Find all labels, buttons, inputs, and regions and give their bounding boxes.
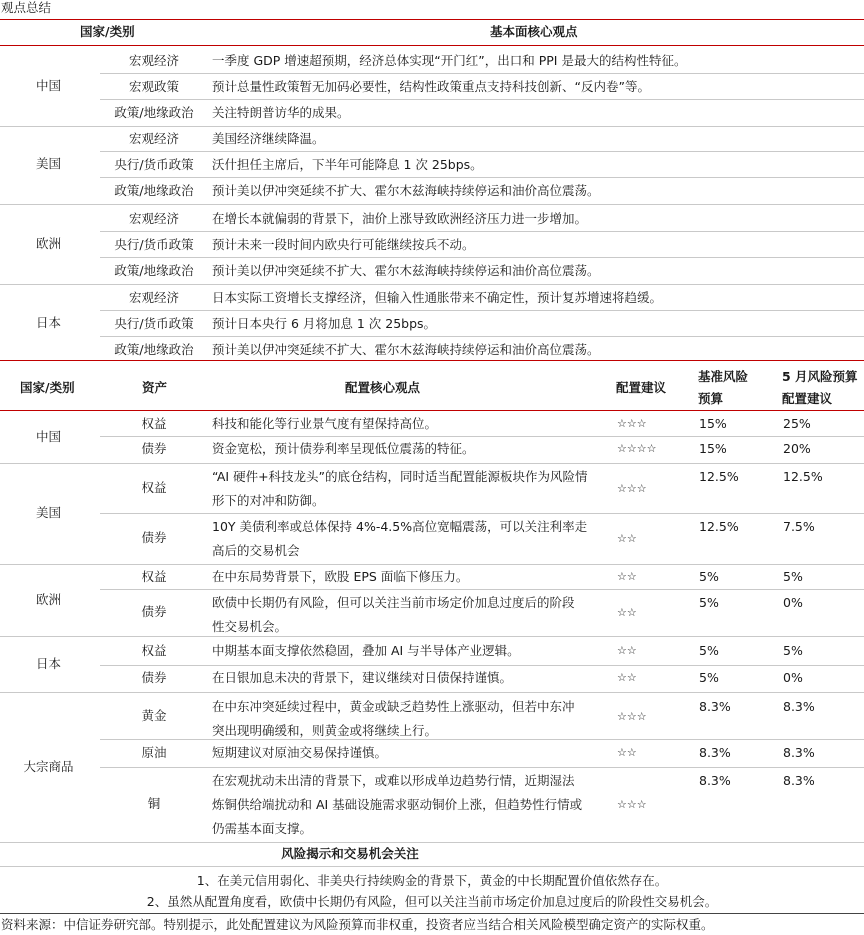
rule-risk-title [0,866,864,867]
alloc-header-budget-line2: 预算 [698,391,724,406]
allocation-view-line: 欧债中长期仍有风险，但可以关注当前市场定价加息过度后的阶段 [212,595,575,610]
fundamental-view: 预计日本央行 6 月将加息 1 次 25bps。 [212,316,437,331]
may-budget: 5% [783,643,803,658]
may-budget: 0% [783,670,803,685]
source-note: 资料来源：中信证券研究部。特别提示，此处配置建议为风险预算而非权重，投资者应当结合相关风险模型确定资产的实际权重。 [1,917,714,932]
group-divider [0,463,864,464]
row-divider [100,336,864,337]
table-caption: 观点总结 [1,0,52,15]
row-divider [100,73,864,74]
rating-stars: ☆☆☆ [617,482,647,495]
allocation-view-line: 在宏观扰动未出清的背景下，或难以形成单边趋势行情，近期湿法 [212,773,575,788]
fundamental-view: 一季度 GDP 增速超预期，经济总体实现“开门红”，出口和 PPI 是最大的结构性特征。 [212,53,687,68]
row-divider [100,99,864,100]
fund-header-view: 基本面核心观点 [490,24,578,39]
may-budget: 5% [783,569,803,584]
category-label: 政策/地缘政治 [114,263,194,278]
fundamental-view: 预计美以伊冲突延续不扩大、霍尔木兹海峡持续停运和油价高位震荡。 [212,342,600,357]
rule-alloc-header [0,410,864,411]
country-label: 中国 [35,429,61,444]
row-divider [100,589,864,590]
row-divider [100,177,864,178]
alloc-header-asset: 资产 [142,380,168,395]
risk-item-1: 1、在美元信用弱化、非美央行持续购金的背景下，黄金的中长期配置价值依然存在。 [196,873,668,888]
risk-budget: 5% [699,595,719,610]
alloc-header-may-line2: 配置建议 [782,391,833,406]
allocation-view-line: 资金宽松，预计债券利率呈现低位震荡的特征。 [212,441,475,456]
row-divider [100,739,864,740]
fundamental-view: 预计美以伊冲突延续不扩大、霍尔木兹海峡持续停运和油价高位震荡。 [212,263,600,278]
risk-budget: 12.5% [699,519,739,534]
may-budget: 20% [783,441,811,456]
fund-header-country: 国家/类别 [80,24,135,39]
category-label: 宏观经济 [128,131,179,146]
may-budget: 25% [783,416,811,431]
rating-stars: ☆☆☆ [617,417,647,430]
country-label: 大宗商品 [23,759,74,774]
asset-label: 权益 [141,569,167,584]
category-label: 宏观经济 [128,53,179,68]
fundamental-view: 预计未来一段时间内欧央行可能继续按兵不动。 [212,237,475,252]
rule-top [0,19,864,20]
risk-budget: 5% [699,569,719,584]
rule-alloc-top [0,360,864,361]
risk-budget: 5% [699,670,719,685]
country-label: 欧洲 [35,592,61,607]
allocation-view-line: 中期基本面支撑依然稳固，叠加 AI 与半导体产业逻辑。 [212,643,520,658]
allocation-view-line: 形下的对冲和防御。 [212,493,325,508]
category-label: 宏观经济 [128,211,179,226]
risk-budget: 8.3% [699,699,731,714]
allocation-view-line: 高后的交易机会 [212,543,300,558]
asset-label: 债券 [141,604,167,619]
country-label: 日本 [35,656,61,671]
asset-label: 权益 [141,416,167,431]
category-label: 宏观政策 [128,79,179,94]
group-divider [0,636,864,637]
may-budget: 7.5% [783,519,815,534]
risk-item-2: 2、虽然从配置角度看，欧债中长期仍有风险，但可以关注当前市场定价加息过度后的阶段性交易机会。 [146,894,718,909]
row-divider [100,665,864,666]
rule-risk-top [0,842,864,843]
asset-label: 权益 [141,480,167,495]
rating-stars: ☆☆☆ [617,710,647,723]
group-divider [0,692,864,693]
category-label: 政策/地缘政治 [114,342,194,357]
may-budget: 12.5% [783,469,823,484]
group-divider [0,284,864,285]
row-divider [100,513,864,514]
country-label: 欧洲 [35,236,61,251]
country-label: 美国 [35,505,61,520]
alloc-header-may-line1: 5 月风险预算 [782,369,858,384]
risk-budget: 15% [699,416,727,431]
may-budget: 8.3% [783,699,815,714]
fundamental-view: 日本实际工资增长支撑经济，但输入性通胀带来不确定性，预计复苏增速将趋缓。 [212,290,663,305]
asset-label: 铜 [147,796,161,811]
may-budget: 8.3% [783,773,815,788]
allocation-view-line: 炼铜供给端扰动和 AI 基础设施需求驱动铜价上涨，但趋势性行情或 [212,797,583,812]
rating-stars: ☆☆ [617,671,637,684]
may-budget: 0% [783,595,803,610]
alloc-header-view: 配置核心观点 [345,380,421,395]
fundamental-view: 关注特朗普访华的成果。 [212,105,350,120]
asset-label: 债券 [141,670,167,685]
row-divider [100,436,864,437]
rating-stars: ☆☆ [617,570,637,583]
allocation-view-line: 在日银加息未决的背景下，建议继续对日债保持谨慎。 [212,670,513,685]
asset-label: 原油 [141,745,167,760]
rating-stars: ☆☆☆☆ [617,442,657,455]
group-divider [0,126,864,127]
fundamental-view: 沃什担任主席后，下半年可能降息 1 次 25bps。 [212,157,483,172]
row-divider [100,231,864,232]
allocation-view-line: “AI 硬件+科技龙头”的底仓结构，同时适当配置能源板块作为风险情 [212,469,588,484]
risk-title: 风险揭示和交易机会关注 [281,846,419,861]
rating-stars: ☆☆ [617,606,637,619]
row-divider [100,310,864,311]
may-budget: 8.3% [783,745,815,760]
allocation-view-line: 短期建议对原油交易保持谨慎。 [212,745,388,760]
risk-budget: 15% [699,441,727,456]
group-divider [0,564,864,565]
allocation-view-line: 科技和能化等行业景气度有望保持高位。 [212,416,438,431]
country-label: 中国 [35,78,61,93]
allocation-view-line: 在中东冲突延续过程中，黄金或缺乏趋势性上涨驱动，但若中东冲 [212,699,575,714]
risk-budget: 5% [699,643,719,658]
asset-label: 权益 [141,643,167,658]
allocation-view-line: 在中东局势背景下，欧股 EPS 面临下修压力。 [212,569,469,584]
fundamental-view: 美国经济继续降温。 [212,131,325,146]
risk-budget: 12.5% [699,469,739,484]
rating-stars: ☆☆ [617,644,637,657]
alloc-header-advice: 配置建议 [616,380,667,395]
asset-label: 黄金 [141,708,167,723]
alloc-header-budget-line1: 基准风险 [698,369,749,384]
asset-label: 债券 [141,530,167,545]
country-label: 美国 [35,156,61,171]
rating-stars: ☆☆ [617,532,637,545]
rule-header [0,45,864,46]
allocation-view-line: 仍需基本面支撑。 [212,821,313,836]
fundamental-view: 在增长本就偏弱的背景下，油价上涨导致欧洲经济压力进一步增加。 [212,211,588,226]
alloc-header-country: 国家/类别 [20,380,75,395]
allocation-view-line: 突出现明确缓和，则黄金或将继续上行。 [212,723,438,738]
rating-stars: ☆☆☆ [617,798,647,811]
risk-budget: 8.3% [699,773,731,788]
allocation-view-line: 性交易机会。 [212,619,288,634]
group-divider [0,204,864,205]
category-label: 央行/货币政策 [114,237,194,252]
risk-budget: 8.3% [699,745,731,760]
category-label: 央行/货币政策 [114,157,194,172]
row-divider [100,257,864,258]
rating-stars: ☆☆ [617,746,637,759]
asset-label: 债券 [141,441,167,456]
category-label: 央行/货币政策 [114,316,194,331]
category-label: 政策/地缘政治 [114,105,194,120]
fundamental-view: 预计总量性政策暂无加码必要性，结构性政策重点支持科技创新、“反内卷”等。 [212,79,650,94]
allocation-view-line: 10Y 美债利率或总体保持 4%-4.5%高位宽幅震荡，可以关注利率走 [212,519,588,534]
row-divider [100,151,864,152]
row-divider [100,767,864,768]
category-label: 政策/地缘政治 [114,183,194,198]
rule-bottom [0,913,864,914]
category-label: 宏观经济 [128,290,179,305]
country-label: 日本 [35,315,61,330]
fundamental-view: 预计美以伊冲突延续不扩大、霍尔木兹海峡持续停运和油价高位震荡。 [212,183,600,198]
